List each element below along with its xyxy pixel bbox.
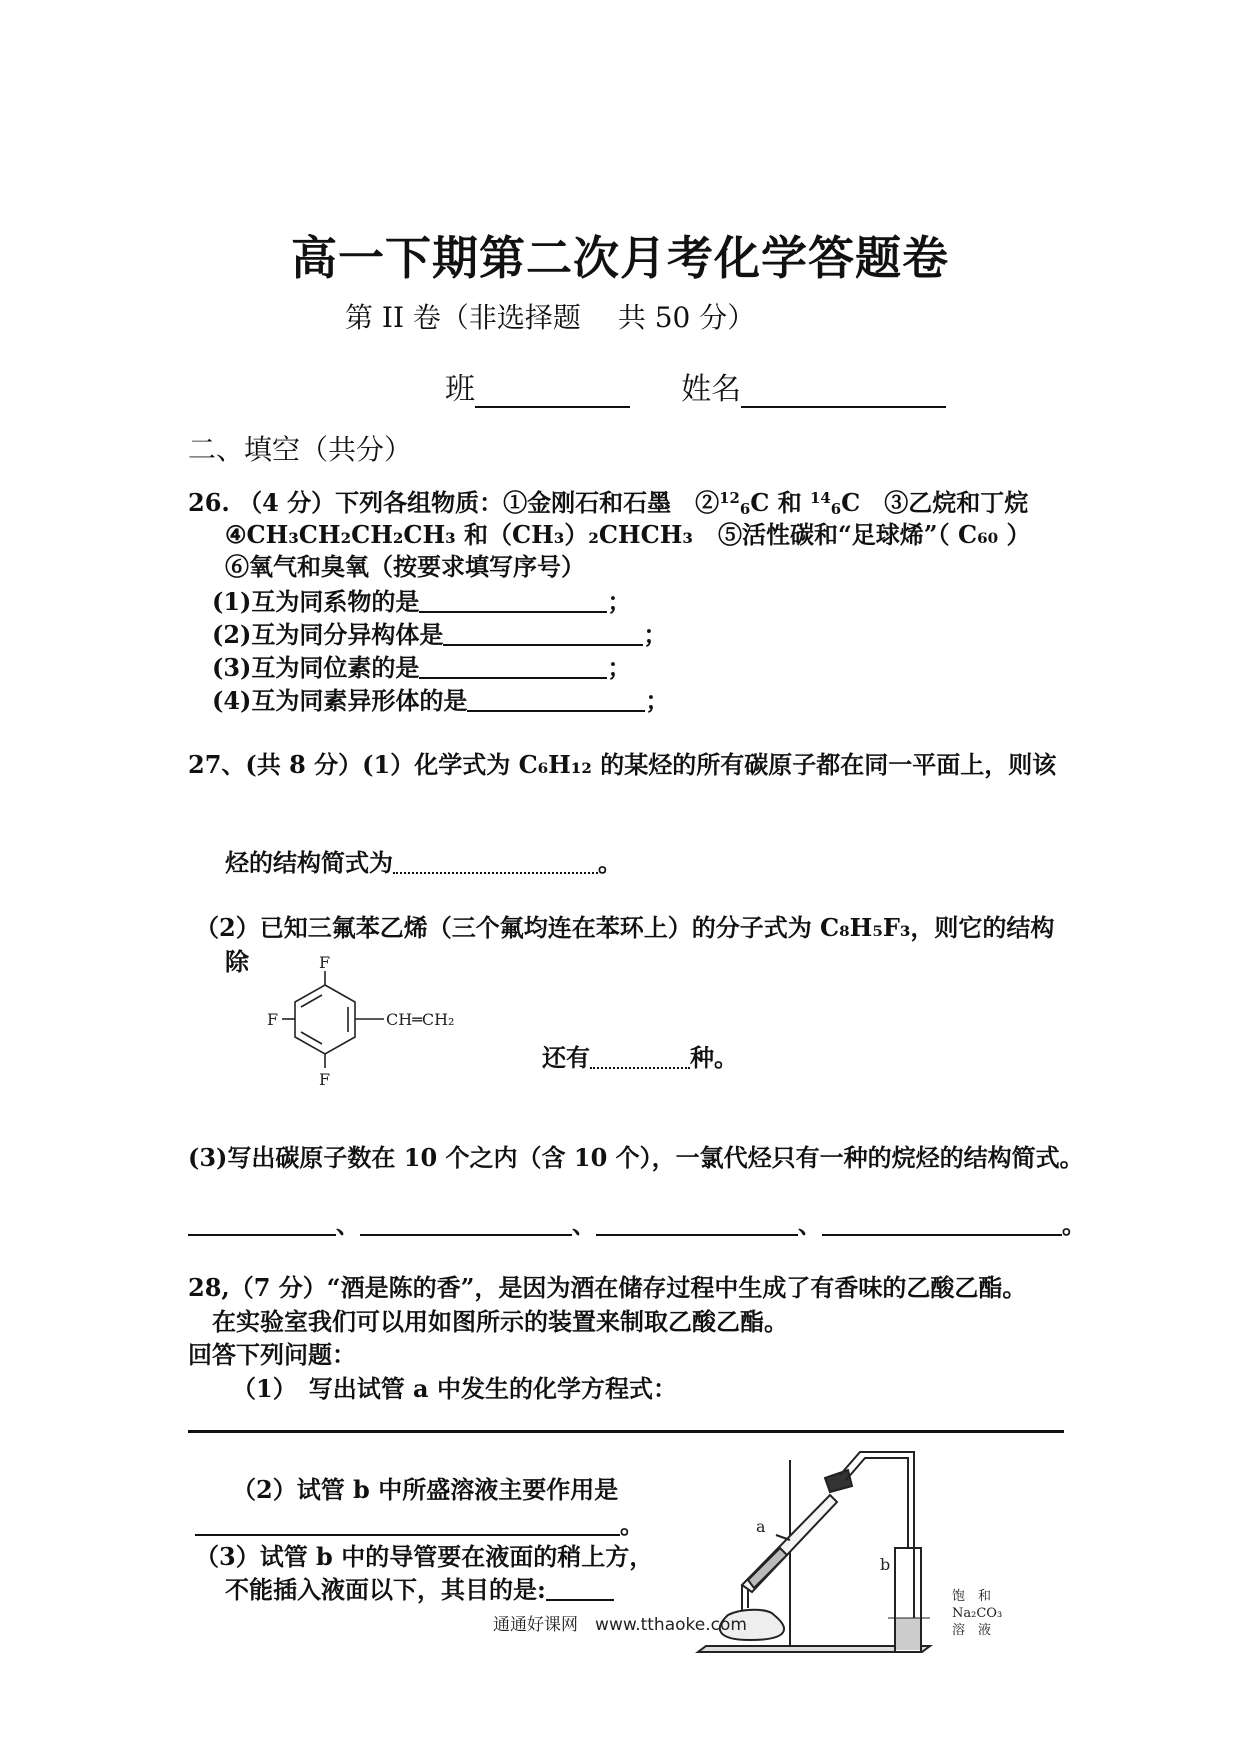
fluorine-left: F [267,1010,279,1029]
q27-answer2[interactable] [590,1045,690,1069]
class-field[interactable] [475,375,630,409]
q28-answer2[interactable] [195,1512,620,1536]
q26-answer1[interactable] [419,589,607,613]
q28-part3-cont: 不能插入液面以下，其目的是: [225,1570,614,1605]
q26-line1: 26. （4 分）下列各组物质：①金刚石和石墨 ②$^{12}$6C 和 $^{14}$6C ③乙烷和丁烷 [188,488,1029,518]
site-watermark: 通通好课网 www.tthaoke.com [493,1615,747,1635]
q27-part3-answer-line: 、 、 、 。 [188,1205,1086,1240]
trifluorostyrene-structure [260,955,510,1100]
class-label: 班 [445,372,475,407]
tube-b-label: b [880,1555,891,1574]
page-title: 高一下期第二次月考化学答题卷 [291,231,949,285]
fluorine-bottom: F [319,1070,331,1089]
q28-intro2: 在实验室我们可以用如图所示的装置来制取乙酸乙酯。 [212,1307,788,1336]
q27-answer1[interactable] [393,850,598,874]
q28-answer1-line[interactable] [188,1430,1064,1433]
q26-answer4[interactable] [467,688,645,712]
q26-item5: ⑤活性碳和“足球烯”（ C₆₀ ） [718,520,1031,549]
q27-part2: （2）已知三氟苯乙烯（三个氟均连在苯环上）的分子式为 C₈H₅F₃，则它的结构 [195,913,1055,942]
class-name-line [445,364,946,408]
q27-answer3d[interactable] [822,1212,1062,1236]
q28-part2-answer-line: 。 [195,1505,644,1540]
q27-part1-answer-line: 烃的结构简式为 。 [225,848,622,877]
q27-answer3b[interactable] [360,1212,572,1236]
q28-intro: 28,（7 分）“酒是陈的香”，是因为酒在储存过程中生成了有香味的乙酸乙酯。 [188,1273,1027,1302]
reagent-label-3: 溶 液 [952,1623,992,1638]
q26-sub4: (4)互为同素异形体的是 ； [212,686,670,715]
q27-answer3a[interactable] [188,1212,336,1236]
q26-item6: ⑥氧气和臭氧（按要求填写序号） [225,552,585,581]
q27-part3: (3)写出碳原子数在 10 个之内（含 10 个），一氯代烃只有一种的烷烃的结构简式。 [188,1143,1084,1172]
vinyl-group-label: CH═CH₂ [386,1010,455,1029]
q26-sub1: (1)互为同系物的是 ； [212,587,632,616]
q28-part2: （2）试管 b 中所盛溶液主要作用是 [232,1475,619,1504]
q26-item4: ④CH₃CH₂CH₂CH₃ 和（CH₃）₂CHCH₃ [225,520,693,549]
name-label: 姓名 [681,372,742,407]
q28-answer3[interactable] [546,1577,614,1601]
fluorine-top: F [319,955,331,972]
tube-a-label: a [756,1517,766,1536]
q28-answer-prompt: 回答下列问题： [188,1340,356,1369]
q27-part1: 27、(共 8 分）(1）化学式为 C₆H₁₂ 的某烃的所有碳原子都在同一平面上，则该 [188,750,1057,779]
reagent-label-2: Na₂CO₃ [952,1606,1003,1621]
q27-part2-answer-line: 还有 种。 [542,1043,738,1072]
q27-part2-cont: 除 [225,947,249,976]
name-field[interactable] [741,375,946,409]
q26-answer3[interactable] [419,655,607,679]
q26-answer2[interactable] [443,622,643,646]
q27-answer3c[interactable] [596,1212,798,1236]
section-heading: 二、填空（共分） [188,433,413,466]
q28-part3: （3）试管 b 中的导管要在液面的稍上方， [195,1542,654,1571]
reagent-label-1: 饱 和 [952,1589,992,1604]
paper-subtitle: 第 II 卷（非选择题 共 50 分） [345,301,756,334]
q26-sub3: (3)互为同位素的是 ； [212,653,632,682]
q28-part1: （1） 写出试管 a 中发生的化学方程式： [232,1374,677,1403]
q26-sub2: (2)互为同分异构体是 ； [212,620,668,649]
